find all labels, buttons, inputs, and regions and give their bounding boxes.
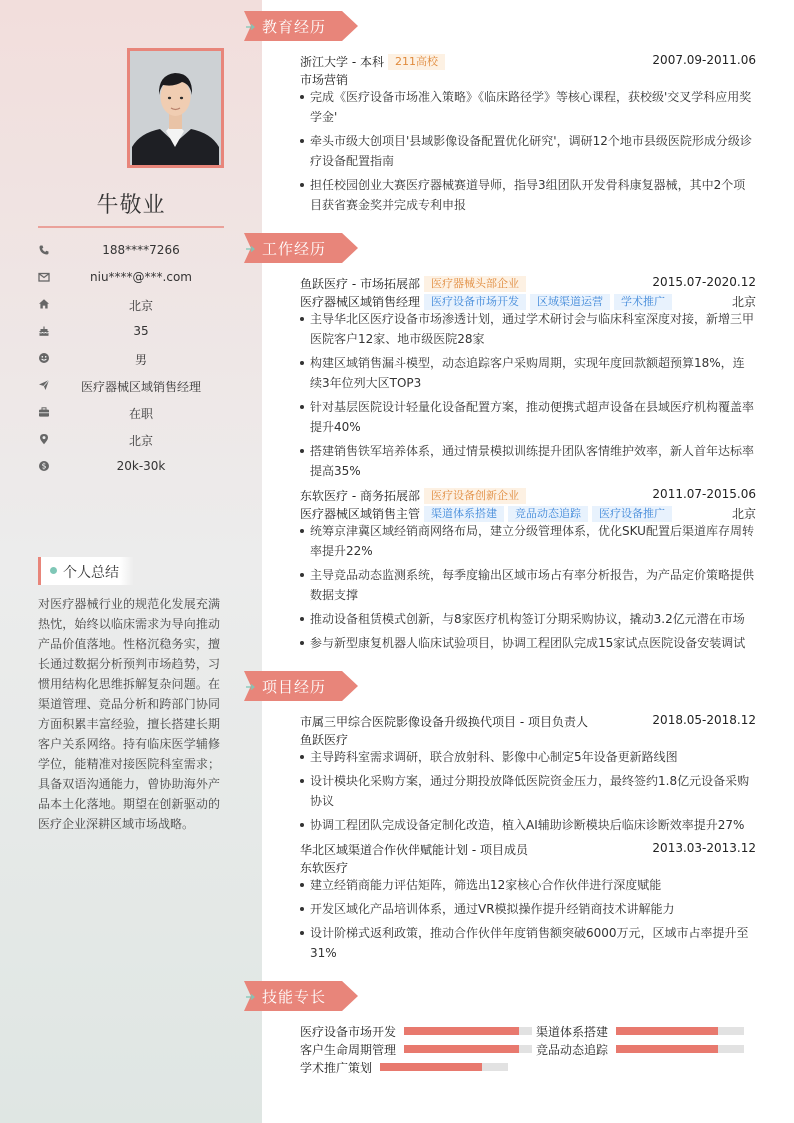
skill-name: 学术推广策划 bbox=[300, 1061, 373, 1075]
section-work-title: 工作经历 bbox=[262, 240, 327, 258]
skill-name: 医疗设备市场开发 bbox=[300, 1025, 397, 1039]
role-tag: 竞品动态追踪 bbox=[508, 506, 588, 522]
section-skills-title: 技能专长 bbox=[262, 988, 327, 1006]
phone-icon bbox=[38, 244, 50, 256]
company-tag: 医疗器械头部企业 bbox=[424, 276, 526, 292]
project-org-line bbox=[300, 729, 756, 747]
school-name: 浙江大学 - 本科 bbox=[300, 55, 384, 69]
job-date: 2015.07-2020.12 bbox=[652, 275, 756, 289]
role-tag: 区域渠道运营 bbox=[530, 294, 610, 310]
sidebar bbox=[0, 0, 262, 1123]
info-email bbox=[38, 268, 224, 288]
project-bullet: 协调工程团队完成设备定制化改造，植入AI辅助诊断模块后临床诊断效率提升27% bbox=[300, 815, 756, 835]
skill-name: 客户生命周期管理 bbox=[300, 1043, 397, 1057]
send-icon bbox=[38, 379, 50, 391]
skill-bar bbox=[616, 1027, 744, 1035]
project-bullet: 设计模块化采购方案，通过分期投放降低医院资金压力，最终签约1.8亿元设备采购协议 bbox=[300, 771, 756, 811]
skill-item bbox=[300, 1021, 532, 1039]
skill-bar bbox=[380, 1063, 508, 1071]
job-bullet: 主导竞品动态监测系统，每季度输出区域市场占有率分析报告，为产品定价策略提供数据支撑 bbox=[300, 565, 756, 605]
job-role: 医疗器械区域销售主管 bbox=[300, 507, 421, 521]
job-bullet: 主导华北区医疗设备市场渗透计划，通过学术研讨会与临床科室深度对接，新增三甲医院客户12家、地市级医院28家 bbox=[300, 309, 756, 349]
gender-value: 男 bbox=[134, 353, 147, 367]
salary-value: 20k-30k bbox=[116, 459, 166, 473]
job-role-line bbox=[300, 503, 756, 521]
skill-bar bbox=[404, 1027, 532, 1035]
school-tag: 211高校 bbox=[388, 54, 445, 70]
mail-icon bbox=[38, 271, 50, 283]
info-age bbox=[38, 322, 224, 342]
project-bullet: 主导跨科室需求调研，联合放射科、影像中心制定5年设备更新路线图 bbox=[300, 747, 756, 767]
location-icon bbox=[38, 433, 50, 445]
job-header bbox=[300, 485, 756, 503]
project-bullet: 建立经销商能力评估矩阵，筛选出12家核心合作伙伴进行深度赋能 bbox=[300, 875, 756, 895]
role-tag: 渠道体系搭建 bbox=[424, 506, 504, 522]
email-value[interactable]: niu****@***.com bbox=[90, 270, 192, 284]
target-city-value: 北京 bbox=[128, 434, 153, 448]
project-bullet: 设计阶梯式返利政策，推动合作伙伴年度销售额突破6000万元，区域市占率提升至31% bbox=[300, 923, 756, 963]
cake-icon bbox=[38, 325, 50, 337]
job-bullet: 搭建销售铁军培养体系，通过情景模拟训练提升团队客情维护效率，新人首年达标率提高35% bbox=[300, 441, 756, 481]
skill-level-fill bbox=[404, 1027, 519, 1035]
company-tag: 医疗设备创新企业 bbox=[424, 488, 526, 504]
role-tag: 学术推广 bbox=[614, 294, 672, 310]
section-arrow-icon bbox=[246, 246, 256, 252]
project-org: 鱼跃医疗 bbox=[300, 733, 349, 747]
candidate-name: 牛敬业 bbox=[96, 193, 166, 218]
section-arrow-icon bbox=[246, 684, 256, 690]
skill-level-fill bbox=[616, 1045, 718, 1053]
project-date: 2013.03-2013.12 bbox=[652, 841, 756, 855]
role-tag: 医疗设备市场开发 bbox=[424, 294, 526, 310]
job-company: 东软医疗 - 商务拓展部 bbox=[300, 489, 420, 503]
education-bullet: 完成《医疗设备市场准入策略》《临床路径学》等核心课程，获校级'交叉学科应用奖学金' bbox=[300, 87, 756, 127]
project-title: 市属三甲综合医院影像设备升级换代项目 - 项目负责人 bbox=[300, 715, 588, 729]
skill-name: 渠道体系搭建 bbox=[536, 1025, 609, 1039]
skill-bar bbox=[616, 1045, 744, 1053]
section-work-heading bbox=[244, 233, 358, 263]
job-location: 北京 bbox=[731, 507, 756, 521]
info-position bbox=[38, 376, 224, 396]
education-bullet: 牵头市级大创项目'县域影像设备配置优化研究'，调研12个地市县级医院形成分级诊疗设备配置指南 bbox=[300, 131, 756, 171]
section-arrow-icon bbox=[246, 994, 256, 1000]
education-bullet: 担任校园创业大赛医疗器械赛道导师，指导3组团队开发骨科康复器械，其中2个项目获省赛金奖并完成专利申报 bbox=[300, 175, 756, 215]
job-header bbox=[300, 273, 756, 291]
job-bullet: 针对基层医院设计轻量化设备配置方案，推动便携式超声设备在县域医疗机构覆盖率提升40% bbox=[300, 397, 756, 437]
job-date: 2011.07-2015.06 bbox=[652, 487, 756, 501]
section-skills-heading bbox=[244, 981, 358, 1011]
summary-text: 对医疗器械行业的规范化发展充满热忱，始终以临床需求为导向推动产品价值落地。性格沉稳务实，擅长通过数据分析预判市场趋势，习惯用结构化思维拆解复杂问题。在渠道管理、竞品分析和跨部门协同方面积累丰富经验，擅长搭建长期客户关系网络。持有临床医学辅修学位，能精准对接医院科室需求；具备双语沟通能力，曾协助海外产品本土化落地。期望在创新驱动的医疗企业深耕区域市场战略。 bbox=[38, 597, 220, 831]
job-bullet: 构建区域销售漏斗模型，动态追踪客户采购周期，实现年度回款额超预算18%，连续3年位列大区TOP3 bbox=[300, 353, 756, 393]
skill-level-fill bbox=[380, 1063, 482, 1071]
project-header bbox=[300, 711, 756, 729]
education-header bbox=[300, 51, 756, 69]
skill-item bbox=[300, 1057, 508, 1075]
section-project-title: 项目经历 bbox=[262, 678, 327, 696]
info-phone bbox=[38, 241, 224, 261]
section-education-title: 教育经历 bbox=[262, 18, 327, 36]
project-org-line bbox=[300, 857, 756, 875]
project-org: 东软医疗 bbox=[300, 861, 349, 875]
info-city bbox=[38, 295, 224, 315]
summary-dot-icon bbox=[50, 567, 57, 574]
job-location: 北京 bbox=[731, 295, 756, 309]
project-bullet: 开发区域化产品培训体系，通过VR模拟操作提升经销商技术讲解能力 bbox=[300, 899, 756, 919]
section-arrow-icon bbox=[246, 24, 256, 30]
info-salary bbox=[38, 457, 224, 477]
briefcase-icon bbox=[38, 406, 50, 418]
summary-title: 个人总结 bbox=[63, 565, 119, 581]
position-value: 医疗器械区域销售经理 bbox=[80, 380, 201, 394]
job-bullet: 统筹京津冀区域经销商网络布局，建立分级管理体系，优化SKU配置后渠道库存周转率提升22% bbox=[300, 521, 756, 561]
svg-text:$: $ bbox=[41, 461, 47, 471]
name-divider bbox=[38, 226, 224, 228]
skill-name: 竞品动态追踪 bbox=[536, 1043, 609, 1057]
dollar-icon bbox=[38, 460, 50, 472]
info-gender bbox=[38, 349, 224, 369]
home-icon bbox=[38, 298, 50, 310]
section-education-heading bbox=[244, 11, 358, 41]
job-bullet: 参与新型康复机器人临床试验项目，协调工程团队完成15家试点医院设备安装调试 bbox=[300, 633, 756, 653]
role-tag: 医疗设备推广 bbox=[592, 506, 672, 522]
project-header bbox=[300, 839, 756, 857]
avatar bbox=[130, 51, 221, 165]
city-value: 北京 bbox=[128, 299, 153, 313]
section-project-heading bbox=[244, 671, 358, 701]
smile-icon bbox=[38, 352, 50, 364]
skill-level-fill bbox=[404, 1045, 519, 1053]
skill-item bbox=[536, 1039, 744, 1057]
project-date: 2018.05-2018.12 bbox=[652, 713, 756, 727]
skill-level-fill bbox=[616, 1027, 718, 1035]
education-major: 市场营销 bbox=[300, 73, 349, 87]
skill-item bbox=[300, 1039, 532, 1057]
skill-bar bbox=[404, 1045, 532, 1053]
info-target-city bbox=[38, 430, 224, 450]
education-date: 2007.09-2011.06 bbox=[652, 53, 756, 67]
project-title: 华北区域渠道合作伙伴赋能计划 - 项目成员 bbox=[300, 843, 528, 857]
job-company: 鱼跃医疗 - 市场拓展部 bbox=[300, 277, 420, 291]
summary-heading bbox=[38, 557, 134, 585]
job-role-line bbox=[300, 291, 756, 309]
education-major-line bbox=[300, 69, 756, 87]
phone-value[interactable]: 188****7266 bbox=[102, 243, 180, 257]
job-bullet: 推动设备租赁模式创新，与8家医疗机构签订分期采购协议，撬动3.2亿元潜在市场 bbox=[300, 609, 756, 629]
age-value: 35 bbox=[133, 324, 149, 338]
status-value: 在职 bbox=[128, 407, 153, 421]
profile-photo bbox=[127, 48, 224, 168]
job-role: 医疗器械区域销售经理 bbox=[300, 295, 421, 309]
info-status bbox=[38, 403, 224, 423]
skill-item bbox=[536, 1021, 744, 1039]
